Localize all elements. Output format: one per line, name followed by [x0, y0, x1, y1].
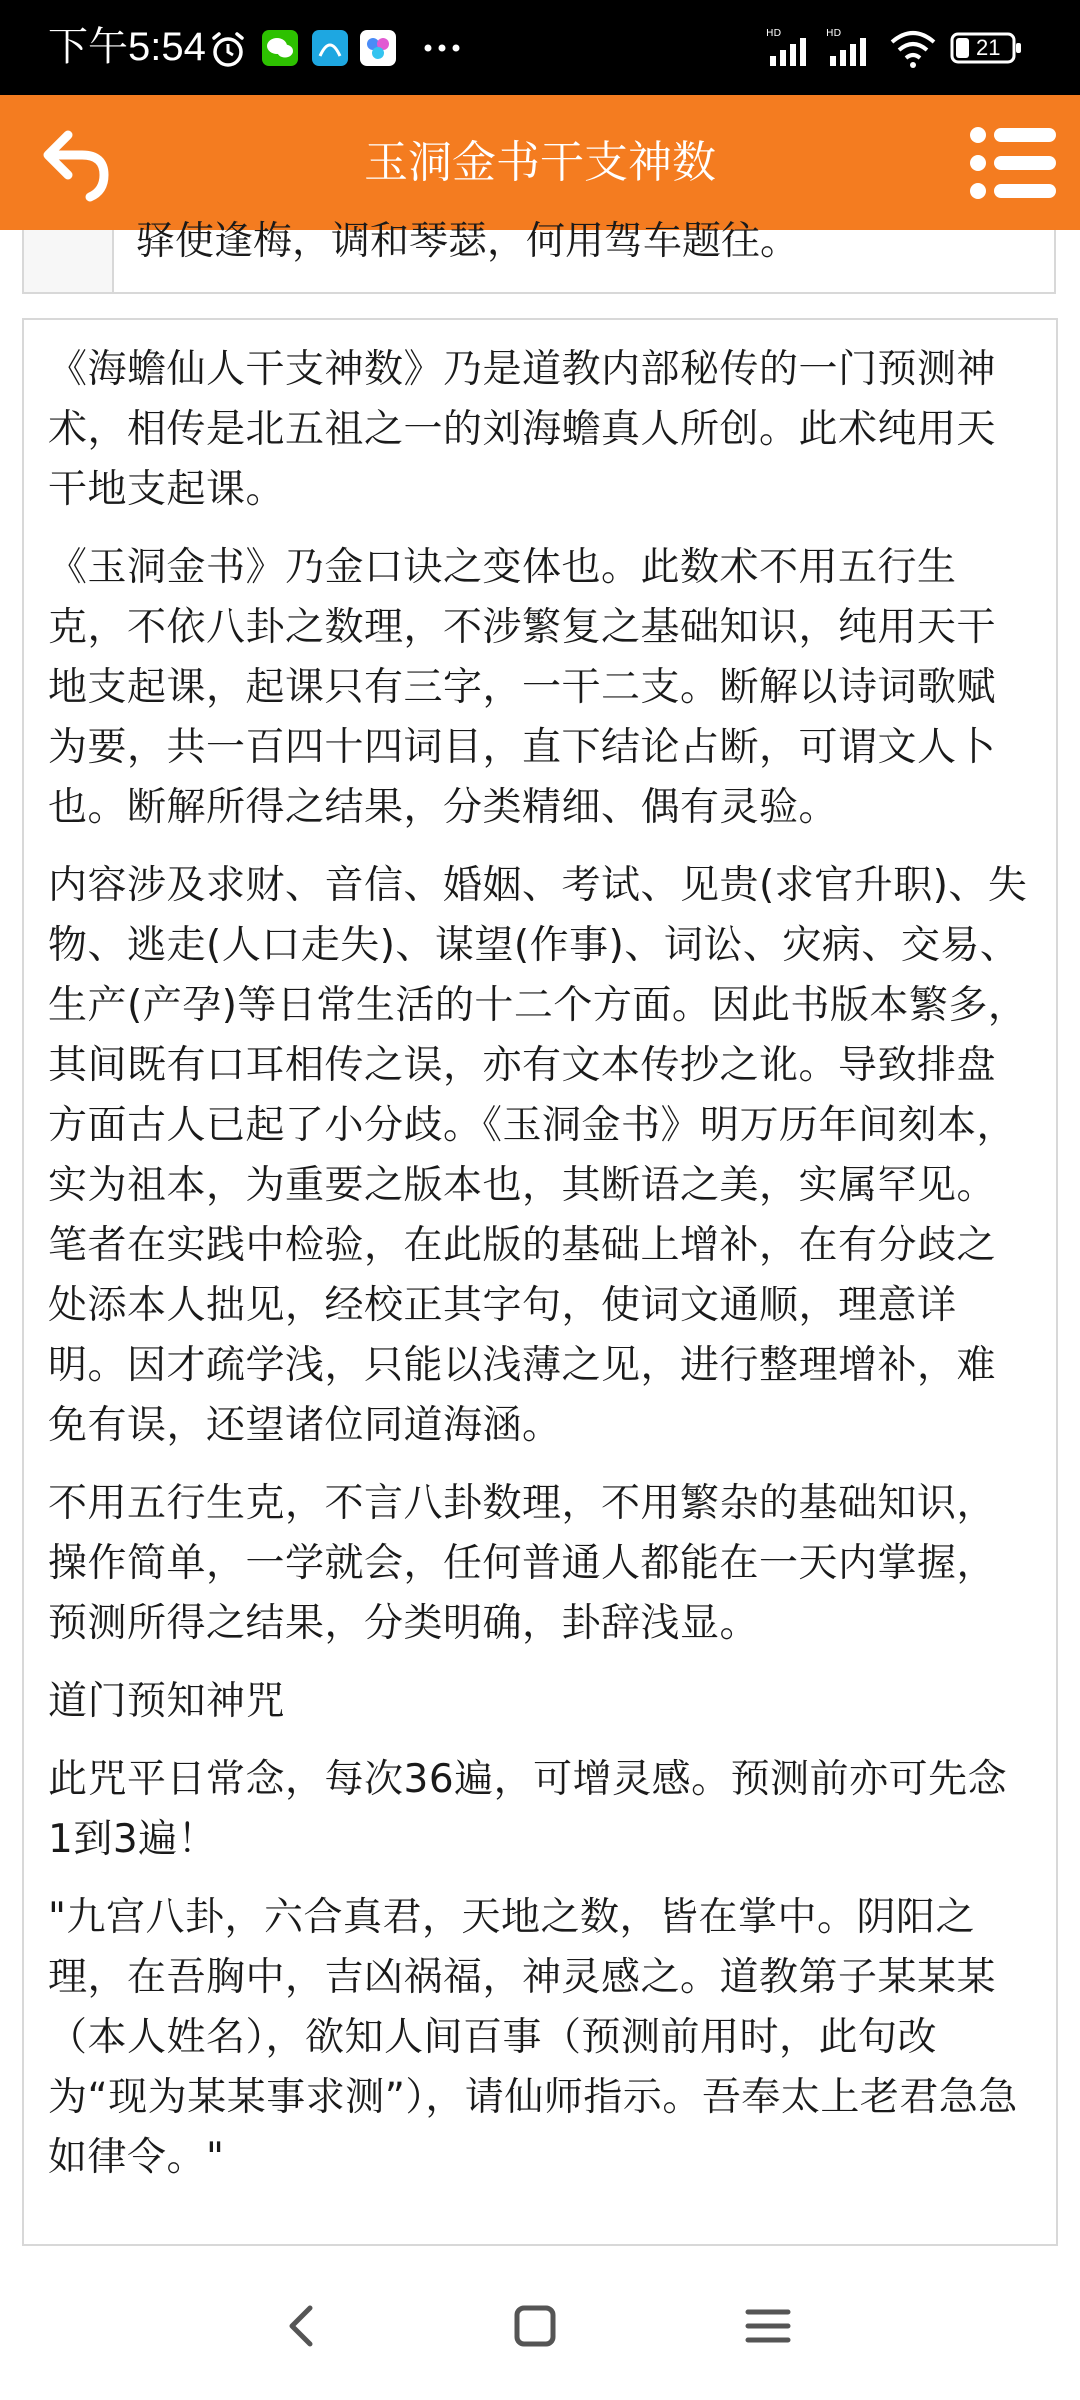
status-time: 下午5:54: [48, 25, 206, 69]
paragraph-6: 此咒平日常念，每次36遍，可增灵感。预测前亦可先念1到3遍！: [48, 1757, 1008, 1862]
paragraph-3: 内容涉及求财、音信、婚姻、考试、见贵(求官升职)、失物、逃走(人口走失)、谋望(作事)、词讼、灾病、交易、生产(产孕)等日常生活的十二个方面。因此书版本繁多，其间既有口耳相传之误，亦有文本传抄之讹。导致排盘方面古人已起了小分歧。《玉洞金书》明万历年间刻本，实为祖本，为重要之版本也，其断语之美，实属罕见。笔者在实践中检验，在此版的基础上增补，在有分歧之处添本人拙见，经校正其字句，使词文通顺，理意详明。因才疏学浅，只能以浅薄之见，进行整理增补，难免有误，还望诸位同道海涵。: [48, 863, 1028, 1448]
nav-recents-icon[interactable]: [728, 2286, 808, 2366]
nav-back-icon[interactable]: [262, 2286, 342, 2366]
page-title: 玉洞金书干支神数: [364, 137, 716, 188]
prev-entry-box: [22, 219, 1056, 294]
wifi-icon: [888, 26, 938, 70]
more-dots-icon: [420, 30, 464, 66]
signal-hd-icon: [766, 26, 822, 70]
signal-hd-icon-2: [826, 26, 882, 70]
app-bar: [0, 95, 1080, 230]
menu-list-icon[interactable]: [968, 125, 1058, 201]
nav-bar: [0, 2246, 1080, 2400]
alarm-icon: [208, 30, 248, 70]
battery-level: 21: [976, 35, 1001, 60]
status-bar: [0, 0, 1080, 95]
prev-entry-text: 驿使逢梅，调和琴瑟，何用驾车题往。: [136, 219, 800, 264]
svg-text:HD: HD: [766, 28, 782, 39]
wechat-icon: [262, 30, 298, 66]
svg-text:HD: HD: [826, 28, 842, 39]
paragraph-1: 《海蟾仙人干支神数》乃是道教内部秘传的一门预测神术，相传是北五祖之一的刘海蟾真人所创。此术纯用天干地支起课。: [48, 347, 997, 512]
prev-entry-cell: [24, 230, 114, 292]
paragraph-mantra: "九宫八卦，六合真君，天地之数，皆在掌中。阴阳之理，在吾胸中，吉凶祸福，神灵感之。道教第子某某某（本人姓名），欲知人间百事（预测前用时，此句改为“现为某某事求测”），请仙师指示。吾奉太上老君急急如律令。": [48, 1895, 1018, 2180]
nav-home-icon[interactable]: [495, 2286, 575, 2366]
app-icon: [312, 30, 348, 66]
paragraph-4: 不用五行生克，不言八卦数理，不用繁杂的基础知识，操作简单，一学就会，任何普通人都能在一天内掌握，预测所得之结果，分类明确，卦辞浅显。: [48, 1481, 997, 1646]
paragraph-2: 《玉洞金书》乃金口诀之变体也。此数术不用五行生克，不依八卦之数理，不涉繁复之基础知识，纯用天干地支起课，起课只有三字，一干二支。断解以诗词歌赋为要，共一百四十四词目，直下结论占断，可谓文人卜也。断解所得之结果，分类精细、偶有灵验。: [48, 545, 997, 830]
app-icon-2: [360, 30, 396, 66]
paragraph-heading: 道门预知神咒: [48, 1679, 286, 1724]
article-box: [22, 318, 1058, 2246]
